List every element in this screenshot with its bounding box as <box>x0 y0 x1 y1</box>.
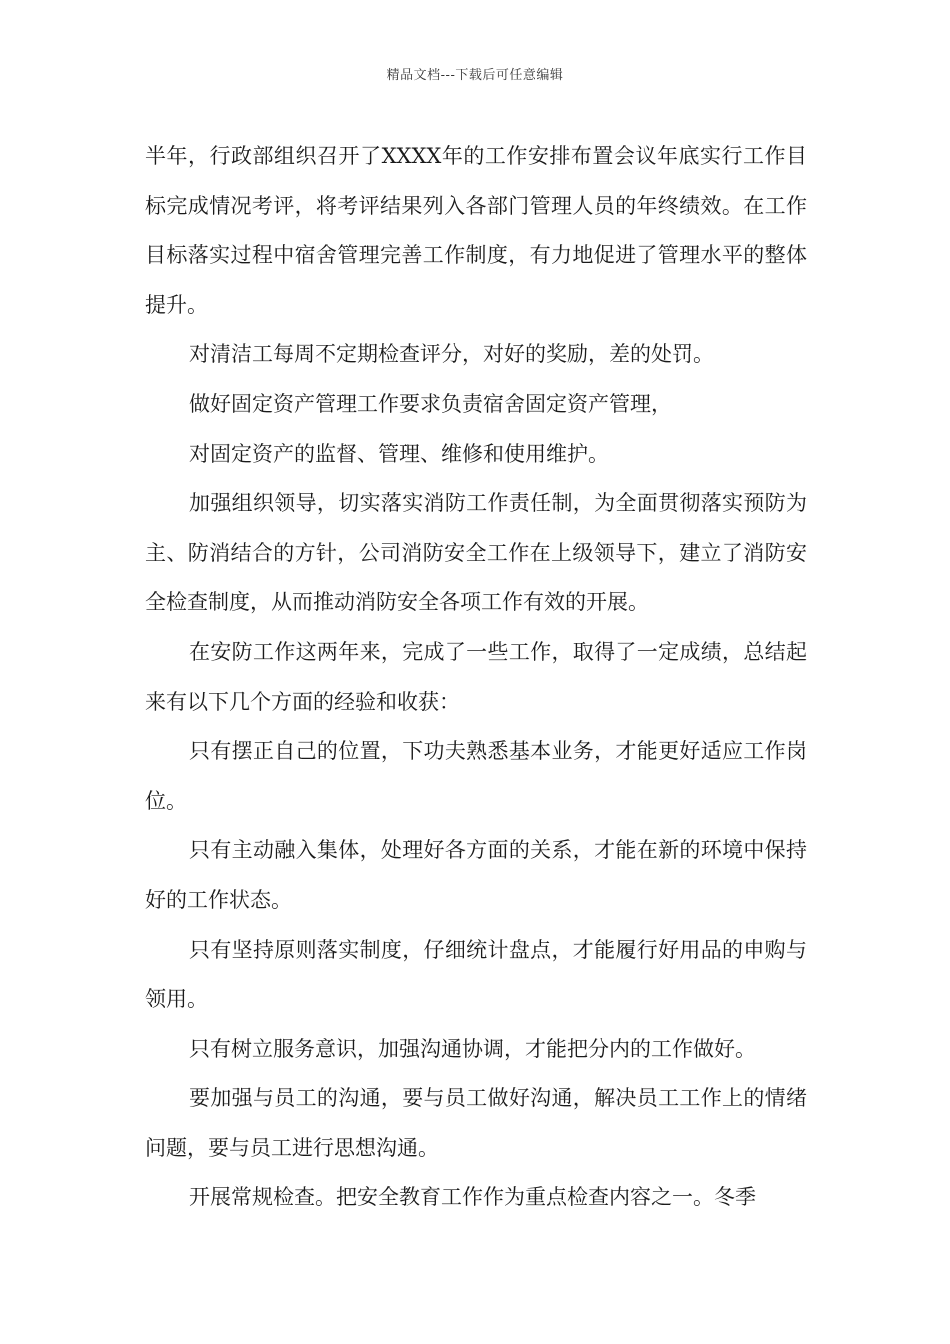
paragraph-2: 对清洁工每周不定期检查评分，对好的奖励，差的处罚。 <box>189 342 714 367</box>
paragraph-6: 在安防工作这两年来，完成了一些工作，取得了一定成绩，总结起来有以下几个方面的经验和收获： <box>145 639 807 714</box>
paragraph-5: 加强组织领导，切实落实消防工作责任制，为全面贯彻落实预防为主、防消结合的方针，公司消防安全工作在上级领导下，建立了消防安全检查制度，从而推动消防安全各项工作有效的开展。 <box>145 491 807 615</box>
paragraph-10: 只有树立服务意识，加强沟通协调，才能把分内的工作做好。 <box>189 1036 756 1061</box>
paragraph-4: 对固定资产的监督、管理、维修和使用维护。 <box>189 441 609 466</box>
document-body <box>145 132 807 1223</box>
paragraph-8: 只有主动融入集体，处理好各方面的关系，才能在新的环境中保持好的工作状态。 <box>145 838 807 912</box>
paragraph-7: 只有摆正自己的位置，下功夫熟悉基本业务，才能更好适应工作岗位。 <box>145 739 807 813</box>
paragraph-12: 开展常规检查。把安全教育工作作为重点检查内容之一。冬季 <box>189 1185 756 1210</box>
paragraph-1: 半年，行政部组织召开了XXXX年的工作安排布置会议年底实行工作目标完成情况考评，将考评结果列入各部门管理人员的年终绩效。在工作目标落实过程中宿舍管理完善工作制度，有力地促进了管理水平的整体提升。 <box>145 144 807 317</box>
page-header: 精品文档---下载后可任意编辑 <box>386 68 564 83</box>
paragraph-3: 做好固定资产管理工作要求负责宿舍固定资产管理， <box>189 391 672 416</box>
paragraph-11: 要加强与员工的沟通，要与员工做好沟通，解决员工工作上的情绪问题，要与员工进行思想沟通。 <box>145 1086 807 1160</box>
paragraph-9: 只有坚持原则落实制度，仔细统计盘点，才能履行好用品的申购与领用。 <box>145 937 807 1012</box>
